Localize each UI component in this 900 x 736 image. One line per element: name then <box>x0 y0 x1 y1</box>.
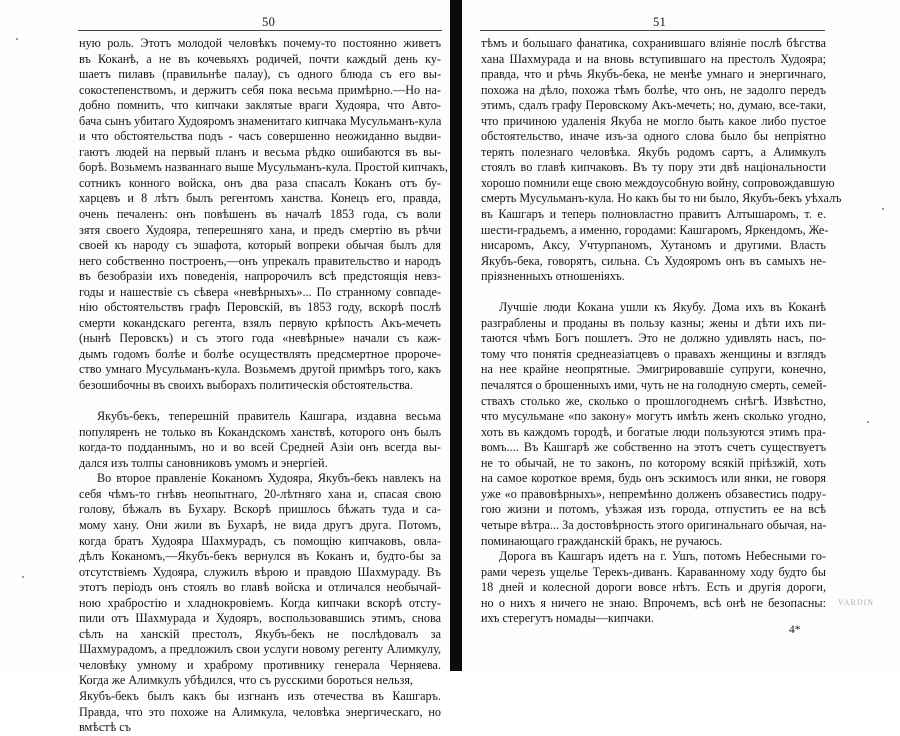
text-line: голову, бѣжалъ въ Бухару. Вскорѣ пришлось бѣжать туда и са- <box>79 502 441 517</box>
text-line: Лучшіе люди Кокана ушли къ Якубу. Дома ихъ въ Коканѣ <box>499 300 826 315</box>
right-header-rule <box>480 30 825 31</box>
scan-speck <box>16 38 18 40</box>
text-line: обстоятельство, иначе изъ-за одного слова было бы непріятно <box>481 129 826 144</box>
text-line: смерть Мусульманъ-кула. Но какъ бы то ни было, Якубъ-бекъ уѣхалъ <box>481 191 842 206</box>
text-line: популяренъ не только въ Кокандскомъ ханствѣ, которого онъ былъ <box>79 424 441 439</box>
text-line: гою жизни и потомъ, уѣзжая изъ города, отпустить ее на всѣ <box>481 502 826 517</box>
text-line: сѣлъ на ханскій престолъ, Якубъ-бекъ не послѣдовалъ за <box>79 626 441 641</box>
library-stamp-text: VARDIN <box>838 598 875 607</box>
text-line: дымъ годомъ болѣе и болѣе осуществлять предсмертное пророче- <box>79 346 441 361</box>
text-line: смерти кокандскаго регента, взялъ первую крѣпость Акъ-мечеть <box>79 315 441 330</box>
text-line: 18 дней и колесной дороги вовсе нѣтъ. Есть и другія дороги, <box>481 580 826 595</box>
text-line: рами черезъ ущелье Терекъ-диванъ. Караванному ходу будто бы <box>481 564 826 579</box>
text-line: ство умнаго Мусульманъ-кула. Возьмемъ другой примѣръ того, какъ <box>79 362 441 377</box>
text-line: пріязненныхъ отношеніяхъ. <box>481 269 625 284</box>
text-line: что мусульмане «по закону» могутъ имѣть женъ сколько угодно, <box>481 409 826 424</box>
signature-mark: 4* <box>789 624 801 636</box>
text-line: бача сынъ убитаго Худояромъ знаменитаго кипчака Мусульманъ-кула <box>79 113 442 128</box>
text-line: Когда же Алимкулъ убѣдился, что съ русскими бороться нельзя, <box>79 673 413 688</box>
text-line: тому что понятія среднеазіатцевъ о правахъ женщины и взглядъ <box>481 346 826 361</box>
text-line: разграблены и проданы въ пользу казны; жены и дѣти ихъ пи- <box>481 315 826 330</box>
text-line: ною храбростію и хладнокровіемъ. Когда кипчаки вскорѣ отсту- <box>79 595 441 610</box>
text-line: человѣку умному и храброму противнику генерала Черняева. <box>79 657 441 672</box>
text-line: очень печаленъ: онъ повѣшенъ въ началѣ 1853 года, съ воли <box>79 207 441 222</box>
text-line: мому хану. Они жили въ Бухарѣ, не вида другъ друга. Потомъ, <box>79 517 441 532</box>
text-line: шаетъ пилавъ (правильнѣе палау), съ одного блюда съ его вы- <box>79 67 441 82</box>
text-line: Правда, что это похоже на Алимкула, человѣка энергическаго, но <box>79 704 441 719</box>
left-page-text <box>79 36 448 736</box>
text-line: четыре вѣтра... За достовѣрность этого оригинальнаго обычая, на- <box>481 517 827 532</box>
text-line: что причиною удаленія Якуба не могло быть какое либо пустое <box>481 113 826 128</box>
text-line: Якубъ-бекъ былъ какъ бы изгнанъ изъ отечества въ Кашгаръ. <box>79 688 441 703</box>
book-spine <box>450 0 462 671</box>
text-line: ствахъ столько же, сколько о прошлогоднемъ снѣгѣ. Извѣстно, <box>481 393 826 408</box>
text-line: пили отъ Шахмурада и Худояръ, воспользовавшись этимъ, снова <box>79 611 441 626</box>
text-line: на нее крайне неопрятные. Эмигрировавшіе супруги, конечно, <box>481 362 826 377</box>
text-line: вомъ.... Въ Кашгарѣ же собственно на этотъ счетъ существуетъ <box>481 440 826 455</box>
text-line: него собственно построенъ,—онъ упрекалъ правительство и народъ <box>79 253 441 268</box>
text-line: шести-градьемъ, а именно, городами: Кашгаромъ, Яркендомъ, Же- <box>481 222 829 237</box>
text-line: себя чѣмъ-то гнѣвъ неопытнаго, 20-лѣтняго хана и, спасая свою <box>79 486 441 501</box>
text-line: не то обычай, не то законъ, по которому всякій пріѣзжій, хоть <box>481 455 826 470</box>
text-line: поминающаго гражданскій бракъ, не ручаюсь. <box>481 533 723 548</box>
text-line <box>481 285 826 301</box>
text-line: (нынѣ Перовскъ) и съ этого года «невѣрные» начали съ каж- <box>79 331 441 346</box>
text-line: и что обстоятельства подъ - часъ совершенно неожиданно выдви- <box>79 129 441 144</box>
text-line: Якубъ-бекъ, теперешній правитель Кашгара, издавна весьма <box>97 409 441 424</box>
text-line: хана Шахмурада и на вновь вступившаго на престолъ Худояра; <box>481 51 826 66</box>
text-line: Шахмурадомъ, а предложилъ свои услуги новому регенту Алимкулу, <box>79 642 441 657</box>
text-line: дѣлъ Коканомъ,—Якубъ-бекъ вернулся въ Коканъ и, будто-бы за <box>79 549 441 564</box>
scan-speck <box>882 208 884 210</box>
text-line: борѣ. Возьмемъ названнаго выше Мусульманъ-кула. Простой кипчакъ, <box>79 160 448 175</box>
text-line: Во второе правленіе Коканомъ Худояра, Якубъ-бекъ навлекъ на <box>97 471 441 486</box>
text-line: Дорога въ Кашгаръ идетъ на г. Ушъ, потомъ Небесными го- <box>499 549 826 564</box>
right-page-text <box>481 36 842 627</box>
text-line: зятя своего Худояра, теперешняго хана, и предъ смертію въ рѣчи <box>79 222 441 237</box>
text-line: хорошо помнили еще свою междоусобную войну, сопровождавшую <box>481 175 835 190</box>
text-line: Якубъ-бека, говорятъ, сильна. Съ Худояромъ онъ въ самыхъ не- <box>481 253 826 268</box>
left-header-rule <box>78 30 442 31</box>
text-line: когда братъ Худояра Шахмурадъ, съ помощію кипчаковъ, овла- <box>79 533 441 548</box>
right-page-number: 51 <box>653 15 667 29</box>
text-line: нисаромъ, Аксу, Учтурпаномъ, Хутаномъ и другими. Власть <box>481 238 826 253</box>
text-line: стоялъ во главѣ кипчаковъ. Въ ту пору эти двѣ національности <box>481 160 826 175</box>
text-line: на самое короткое время, будь онъ эскимосъ или янки, не говоря <box>481 471 826 486</box>
text-line: похожа на дѣло, похожа тѣмъ болѣе, что онъ, не задолго передъ <box>481 82 826 97</box>
text-line: безошибочны въ своихъ выборахъ политическія обстоятельства. <box>79 378 414 393</box>
text-line: сокостепенствомъ, и держитъ себя пока весьма примѣрно.—Но на- <box>79 82 441 97</box>
text-line: но о нихъ я ничего не знаю. Впрочемъ, всѣ онѣ не безопасны: <box>481 595 826 610</box>
text-line: сотникъ конного войска, онъ два раза спасалъ Коканъ отъ бу- <box>79 175 441 190</box>
text-line: дался изъ толпы сановниковъ умомъ и энергіей. <box>79 455 328 470</box>
text-line: ихъ стерегутъ номады—кипчаки. <box>481 611 654 626</box>
text-line: нію обстоятельствъ графъ Перовскій, въ 1853 году, вскорѣ послѣ <box>79 300 441 315</box>
text-line: въ Кашгаръ и теперь полновластно правитъ Алтышаромъ, т. е. <box>481 207 826 222</box>
text-line: таются чѣмъ Богъ пошлетъ. Это не должно удивлять насъ, по- <box>481 331 826 346</box>
text-line: правда, что и рѣчь Якубъ-бека, не менѣе умнаго и энергичнаго, <box>481 67 826 82</box>
left-page-number: 50 <box>262 15 276 29</box>
text-line: когда-то подданнымъ, но и во всей Средней Азіи онъ всегда вы- <box>79 440 441 455</box>
text-line: вмѣстѣ съ <box>79 720 131 735</box>
text-line: ную роль. Этотъ молодой человѣкъ почему-то постоянно живетъ <box>79 36 441 50</box>
text-line: отсутствіемъ Худояра, служилъ вѣрою и правдою Шахмураду. Въ <box>79 564 441 579</box>
text-line: харцевъ и 8 лѣтъ былъ регентомъ ханства. Конецъ его, правда, <box>79 191 441 206</box>
text-line: уже «о правовѣрныхъ», непремѣнно долженъ обзавестись подру- <box>481 486 826 501</box>
text-line: въ Коканѣ, а не въ кочевьяхъ родичей, почти каждый день ку- <box>79 51 441 66</box>
text-line <box>79 394 441 410</box>
text-line: этимъ, сдалъ графу Перовскому Акъ-мечеть; но, думаю, все-таки, <box>481 98 826 113</box>
text-line: добно помнить, что кипчаки заклятые враги Худояра, что Авто- <box>79 98 441 113</box>
text-line: этотъ періодъ онъ стоялъ во главѣ войска и отличался необычай- <box>79 580 441 595</box>
text-line: годы и нашествіе съ сѣвера «невѣрныхъ»... По странному совпаде- <box>79 284 441 299</box>
scan-speck <box>22 576 24 578</box>
scan-speck <box>867 421 869 423</box>
text-line: въ безобразіи ихъ поведенія, напророчилъ всѣ предстоящія невз- <box>79 269 441 284</box>
text-line: тѣмъ и большаго фанатика, сохранившаго вліяніе послѣ бѣгства <box>481 36 826 50</box>
text-line: своей къ народу съ эшафота, который вопреки обычая былъ для <box>79 238 441 253</box>
text-line: печалятся о брошенныхъ ими, чуть не на голодную смерть, семей- <box>481 378 827 393</box>
text-line: гаютъ людей на первый планъ и весьма рѣдко ошибаются въ вы- <box>79 144 441 159</box>
text-line: терять полезнаго человѣка. Якубъ родомъ сартъ, а Алимкулъ <box>481 144 826 159</box>
text-line: хоть въ каждомъ городѣ, и богатые люди пользуются этимъ пра- <box>481 424 826 439</box>
